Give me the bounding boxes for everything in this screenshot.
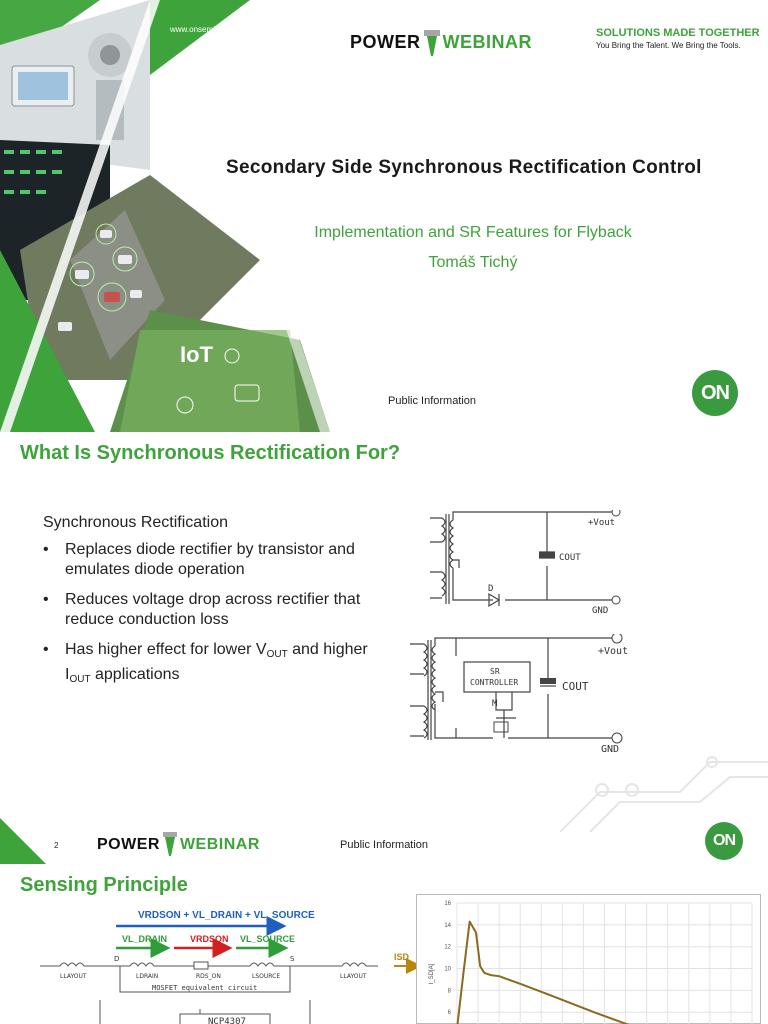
cout-label: COUT xyxy=(562,680,589,693)
content-slide-2 xyxy=(0,432,768,864)
y-tick-label: 6 xyxy=(447,1010,451,1017)
power-webinar-logo: POWER WEBINAR xyxy=(97,834,260,854)
tagline-heading: SOLUTIONS MADE TOGETHER xyxy=(596,27,760,39)
current-waveform-chart xyxy=(416,894,761,1024)
presentation-title: Secondary Side Synchronous Rectification Control xyxy=(226,157,702,178)
y-tick-label: 10 xyxy=(444,966,451,973)
sr-controller-label-line2: CONTROLLER xyxy=(470,678,519,687)
l-layout-right-label: LLAYOUT xyxy=(340,973,367,980)
sr-controller-label-line1: SR xyxy=(490,667,500,676)
footer-accent-triangle xyxy=(0,818,46,864)
sr-controller-schematic xyxy=(408,634,633,756)
vout-label: +Vout xyxy=(588,518,616,528)
mosfet-label: M xyxy=(492,699,498,709)
total-voltage-label: VRDSON + VL_DRAIN + VL_SOURCE xyxy=(138,910,315,921)
section-heading: Synchronous Rectification xyxy=(43,514,228,531)
l-source-label: LSOURCE xyxy=(252,973,281,980)
y-tick-label: 8 xyxy=(447,988,451,995)
tagline-subtext: You Bring the Talent. We Bring the Tools. xyxy=(596,41,741,50)
vout-label: +Vout xyxy=(598,646,629,657)
page-number: 2 xyxy=(54,841,59,850)
on-semiconductor-logo: ON xyxy=(692,370,738,416)
series-line xyxy=(457,922,678,1024)
classification-label: Public Information xyxy=(388,395,477,407)
iot-label: IoT xyxy=(180,342,213,367)
l-source-voltage-label: VL_SOURCE xyxy=(240,934,296,944)
website-url[interactable]: www.onsemi.com xyxy=(170,25,233,34)
gnd-label: GND xyxy=(601,744,620,755)
y-tick-label: 14 xyxy=(444,922,451,929)
chip-label: NCP4307 xyxy=(208,1017,246,1024)
chart-svg xyxy=(417,895,762,1024)
diode-rectifier-schematic xyxy=(425,510,625,618)
y-tick-label: 16 xyxy=(444,901,451,907)
l-layout-left-label: LLAYOUT xyxy=(60,973,87,980)
diode-label: D xyxy=(488,584,494,594)
y-axis-label: I_SD[A] xyxy=(429,963,435,985)
l-drain-voltage-label: VL_DRAIN xyxy=(122,934,168,944)
bullet-item: • Has higher effect for lower $V_{OUT}$ and higher $I_{OUT}$ applications xyxy=(43,640,373,690)
classification-label: Public Information xyxy=(340,839,429,851)
content-slide-3 xyxy=(0,864,768,1024)
slide-title: Sensing Principle xyxy=(20,874,188,896)
l-drain-label: LDRAIN xyxy=(136,973,159,980)
on-semiconductor-logo: ON xyxy=(705,822,743,860)
y-tick-label: 12 xyxy=(444,944,451,951)
title-slide xyxy=(0,0,768,432)
presenter-name: Tomáš Tichý xyxy=(428,254,518,271)
drain-pin-label: D xyxy=(114,955,120,963)
bullet-item: • Replaces diode rectifier by transistor and emulates diode operation xyxy=(43,540,373,580)
bullet-item: • Reduces voltage drop across rectifier that reduce conduction loss xyxy=(43,590,373,630)
isd-label: ISD xyxy=(394,952,410,962)
cover-collage-image xyxy=(0,0,330,432)
gnd-label: GND xyxy=(592,606,609,616)
source-pin-label: S xyxy=(290,955,295,963)
bullet-list xyxy=(43,540,373,700)
decorative-trace-graphic xyxy=(560,752,768,832)
power-webinar-logo: POWER WEBINAR xyxy=(350,32,532,53)
rdson-label: RDS_ON xyxy=(196,973,221,980)
equivalent-circuit-caption: MOSFET equivalent circuit xyxy=(152,984,258,992)
sensing-principle-diagram xyxy=(40,904,420,1024)
slide-title: What Is Synchronous Rectification For? xyxy=(20,442,401,464)
presentation-subtitle: Implementation and SR Features for Flyback xyxy=(314,224,632,241)
rdson-voltage-label: VRDSON xyxy=(190,934,229,944)
cout-label: COUT xyxy=(559,553,581,563)
